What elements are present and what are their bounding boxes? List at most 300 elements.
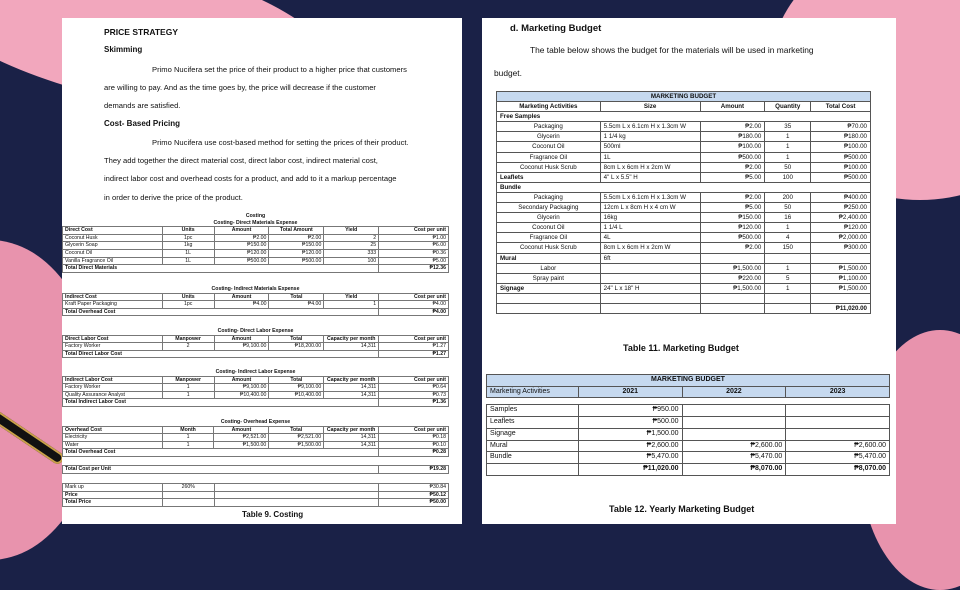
column-header: Manpower [162,335,214,343]
cell: Packaging [497,122,601,132]
cell: Electricity [63,434,163,442]
cell: ₱2.00 [700,162,765,172]
cell [786,428,890,440]
table-row [63,434,449,442]
cell: Quality Assurance Analyst [63,391,163,399]
cell: Mural [497,253,601,263]
cell: Total Price [63,499,163,507]
cell: ₱120.00 [214,249,269,257]
table-row [497,132,871,142]
cell: ₱100.00 [700,142,765,152]
cell: ₱1,100.00 [811,273,871,283]
cell: 1pc [162,234,214,242]
cell [765,293,811,303]
table-row [63,301,449,309]
cell: 1 [765,283,811,293]
cell: ₱500.00 [700,152,765,162]
column-header: Size [600,102,700,112]
cell: Fragrance Oil [497,152,601,162]
cell [162,491,214,499]
cell: Packaging [497,192,601,202]
cell: Coconut Husk Scrub [497,162,601,172]
cell: ₱120.00 [811,223,871,233]
total-label: Total Direct Labor Cost [63,350,379,358]
cell: ₱5.00 [379,257,449,265]
cell: 24" L x 18" H [600,283,700,293]
column-header: Overhead Cost [63,426,163,434]
cell: Coconut Oil [497,223,601,233]
cell: 16kg [600,213,700,223]
cell: ₱950.00 [578,405,682,417]
table-row [497,192,871,202]
cell: 1L [162,249,214,257]
cell: ₱500.00 [578,417,682,429]
table-11-caption: Table 11. Marketing Budget [623,343,739,353]
table-row [63,491,449,499]
cell: ₱6.00 [379,242,449,250]
cell: 1 [162,441,214,449]
cell: ₱9,100.00 [269,384,324,392]
costing-direct-labor-table [62,328,449,358]
column-header: Marketing Activities [497,102,601,112]
cell: Glycerin Soap [63,242,163,250]
cell: ₱2.00 [700,192,765,202]
column-header: Cost per unit [379,426,449,434]
cell: Factory Worker [63,343,163,351]
cell: ₱2.00 [214,234,269,242]
cell: Fragrance Oil [497,233,601,243]
cell: Labor [497,263,601,273]
table-row [487,405,890,417]
costing-overhead-table [62,419,449,457]
cell: ₱1,500.00 [811,263,871,273]
cell [786,417,890,429]
cell: ₱150.00 [700,213,765,223]
cell: ₱50.00 [379,499,449,507]
skimming-heading: Skimming [104,45,143,54]
cell: ₱120.00 [269,249,324,257]
column-header: Total [269,426,324,434]
paragraph-line: budget. [494,68,522,78]
column-header: Amount [214,293,269,301]
cell: ₱120.00 [700,223,765,233]
cell: ₱1,500.00 [700,263,765,273]
cell: 14,311 [324,391,379,399]
cell: 14,311 [324,434,379,442]
cell: 2 [162,343,214,351]
column-header: 2022 [682,386,786,398]
cell: 4L [600,233,700,243]
cell: 35 [765,122,811,132]
table-row [497,172,871,182]
cell: 1 1/4 L [600,223,700,233]
cell: 1 [765,142,811,152]
total-value: ₱12.36 [379,265,449,273]
column-header: Quantity [765,102,811,112]
cell: ₱100.00 [811,142,871,152]
cell: ₱5.00 [700,203,765,213]
cell: ₱500.00 [269,257,324,265]
cell: ₱4.00 [214,301,269,309]
cell: ₱1.00 [379,234,449,242]
column-header: Total Amount [269,227,324,235]
cell: ₱180.00 [811,132,871,142]
cell [600,273,700,283]
column-header: Cost per unit [379,227,449,235]
total-label: Total Overhead Cost [63,308,379,316]
cell [682,428,786,440]
cell: ₱220.00 [700,273,765,283]
group-label: Free Samples [497,112,871,122]
cell: ₱11,020.00 [578,463,682,475]
cell: 1 [162,384,214,392]
group-label: Bundle [497,182,871,192]
column-header: Direct Cost [63,227,163,235]
cell: 50 [765,162,811,172]
cell: ₱9,100.00 [214,384,269,392]
column-header: Month [162,426,214,434]
cell: Factory Worker [63,384,163,392]
cell: ₱50.12 [379,491,449,499]
table-row [487,452,890,464]
price-strategy-heading: PRICE STRATEGY [104,27,178,37]
column-header: Total Cost [811,102,871,112]
cell: ₱1,500.00 [269,441,324,449]
column-header: Units [162,227,214,235]
cell: Water [63,441,163,449]
cell: 1pc [162,301,214,309]
cell: 1 [324,301,379,309]
costing-indirect-materials-table [62,286,449,316]
cell: Leaflets [497,172,601,182]
left-document-page [62,18,462,524]
table-row [497,142,871,152]
cell: ₱9,100.00 [214,343,269,351]
paragraph-line: indirect labor cost and overhead costs for a product, and add to it a markup percentage [104,174,397,183]
cell: 5 [765,273,811,283]
total-value: ₱0.28 [379,449,449,457]
cell: ₱2,600.00 [578,440,682,452]
cell [765,303,811,313]
cell: ₱300.00 [811,243,871,253]
table-row [497,213,871,223]
cell: ₱0.10 [379,441,449,449]
column-header: Capacity per month [324,426,379,434]
table-row [497,263,871,273]
cell: 150 [765,243,811,253]
table-title: MARKETING BUDGET [497,92,871,102]
cell: 8cm L x 6cm H x 2cm W [600,162,700,172]
cell: ₱4.00 [269,301,324,309]
column-header: 2023 [786,386,890,398]
table-row [497,122,871,132]
column-header: Total [269,335,324,343]
table-row [497,203,871,213]
table-row [497,182,871,192]
cell: 1L [600,152,700,162]
table-title: Costing- Indirect Materials Expense [211,286,300,292]
cell [682,417,786,429]
cell: ₱0.64 [379,384,449,392]
cell: ₱400.00 [811,192,871,202]
table-row [497,233,871,243]
cell: ₱11,020.00 [811,303,871,313]
total-label: Total Overhead Cost [63,449,379,457]
cell: Coconut Husk Scrub [497,243,601,253]
paragraph-line: demands are satisfied. [104,101,181,110]
total-label: Total Indirect Labor Cost [63,399,379,407]
paragraph-line: They add together the direct material cost, direct labor cost, indirect material cost, [104,156,378,165]
column-header: Amount [214,227,269,235]
table-row [497,273,871,283]
cell: ₱5.00 [700,172,765,182]
cell: ₱0.73 [379,391,449,399]
cell: ₱1,500.00 [578,428,682,440]
total-value: ₱1.27 [379,350,449,358]
cell: 5.5cm L x 6.1cm H x 1.3cm W [600,192,700,202]
cell: Mark up [63,484,163,492]
table-row [497,112,871,122]
column-header: Cost per unit [379,376,449,384]
cell: ₱8,070.00 [682,463,786,475]
cell: 4 [765,233,811,243]
paragraph-line: are willing to pay. And as the time goes by, the price will decrease if the customer [104,83,376,92]
cell: ₱2,000.00 [811,233,871,243]
table-row [63,499,449,507]
cell [497,293,601,303]
cell [600,263,700,273]
cell: ₱2,600.00 [682,440,786,452]
cell: 1 [765,132,811,142]
table-9-caption: Table 9. Costing [242,510,304,519]
cell: 200 [765,192,811,202]
cell [700,293,765,303]
cell [765,253,811,263]
cell: 1 [765,152,811,162]
cell: ₱4.00 [379,301,449,309]
cell [600,293,700,303]
cell: Samples [487,405,579,417]
cell: 5.5cm L x 6.1cm H x 1.3cm W [600,122,700,132]
table-row [487,417,890,429]
column-header: Yield [324,293,379,301]
cell: ₱5,470.00 [578,452,682,464]
cell: 333 [324,249,379,257]
cell: ₱5,470.00 [682,452,786,464]
table-title: Costing- Indirect Labor Expense [215,369,296,375]
cell: ₱2,600.00 [786,440,890,452]
column-header: Cost per unit [379,293,449,301]
cell: ₱2.00 [700,243,765,253]
cell: 1kg [162,242,214,250]
cell: Mural [487,440,579,452]
cell: ₱1,500.00 [811,283,871,293]
table-12-caption: Table 12. Yearly Marketing Budget [609,504,755,514]
paragraph-line: in order to derive the price of the product. [104,193,243,202]
table-row [497,253,871,263]
total-cost-per-unit-table [62,465,449,474]
column-header: Total [269,376,324,384]
column-header: Amount [214,335,269,343]
cell: ₱18,200.00 [269,343,324,351]
cell: ₱2,400.00 [811,213,871,223]
cell: 1 1/4 kg [600,132,700,142]
cell: 1 [765,263,811,273]
column-header: Indirect Labor Cost [63,376,163,384]
column-header: Indirect Cost [63,293,163,301]
paragraph-line: The table below shows the budget for the materials will be used in marketing [530,45,814,55]
cell: Price [63,491,163,499]
column-header: Amount [214,426,269,434]
cell: 100 [324,257,379,265]
table-row [63,384,449,392]
table-row [63,234,449,242]
column-header: Yield [324,227,379,235]
table-row [63,249,449,257]
cell: ₱2,521.00 [214,434,269,442]
cell: Coconut Oil [497,142,601,152]
cell: ₱250.00 [811,203,871,213]
table-title: Costing- Overhead Expense [220,419,291,425]
cell: Vanilla Fragrance Oil [63,257,163,265]
cell: ₱1.27 [379,343,449,351]
cell: ₱10,400.00 [214,391,269,399]
cell: Leaflets [487,417,579,429]
paragraph-line: Primo Nucifera set the price of their product to a higher price that customers [152,65,407,74]
cell: 50 [765,203,811,213]
cell: 260% [162,484,214,492]
column-header: Amount [214,376,269,384]
table-title: Costing- Direct Labor Expense [217,328,294,334]
costing-title: Costing [245,213,266,219]
cell [600,303,700,313]
column-header: Marketing Activities [487,386,579,398]
cell: ₱500.00 [214,257,269,265]
cell [497,303,601,313]
cell [811,293,871,303]
cell: 6ft [600,253,700,263]
cell: ₱70.00 [811,122,871,132]
total-label: Total Cost per Unit [63,466,379,474]
cell: 14,311 [324,441,379,449]
table-row [497,243,871,253]
table-row [497,303,871,313]
table-row [63,484,449,492]
right-document-page [482,18,896,524]
cell [811,253,871,263]
cell: Glycerin [497,132,601,142]
column-header: Manpower [162,376,214,384]
table-row [487,428,890,440]
table-row [63,257,449,265]
marketing-budget-heading: d. Marketing Budget [510,23,602,34]
cell: ₱8,070.00 [786,463,890,475]
cell: Bundle [487,452,579,464]
cell: Signage [487,428,579,440]
cell [682,405,786,417]
cell: ₱1,500.00 [700,283,765,293]
column-header: Capacity per month [324,376,379,384]
paragraph-line: Primo Nucifera use cost-based method for setting the prices of their product. [152,138,409,147]
cell [700,303,765,313]
cell: 500ml [600,142,700,152]
total-value: ₱19.28 [379,466,449,474]
price-table [62,483,449,507]
cell: Secondary Packaging [497,203,601,213]
cell: ₱0.18 [379,434,449,442]
table-row [63,343,449,351]
cell: ₱2.00 [700,122,765,132]
cell: 2 [324,234,379,242]
cell: 25 [324,242,379,250]
cell [487,463,579,475]
yearly-marketing-budget-table [486,374,890,476]
table-row [497,293,871,303]
table-row [487,463,890,475]
cell: 1 [162,434,214,442]
cell: Coconut Husk [63,234,163,242]
total-label: Total Direct Materials [63,265,379,273]
total-value: ₱4.00 [379,308,449,316]
cell [786,405,890,417]
table-row [487,440,890,452]
cell: 14,311 [324,384,379,392]
cell: 16 [765,213,811,223]
column-header: Capacity per month [324,335,379,343]
table-title: Costing- Direct Materials Expense [213,219,298,226]
table-row [497,152,871,162]
column-header: Amount [700,102,765,112]
column-header: Units [162,293,214,301]
cell: 8cm L x 6cm H x 2cm W [600,243,700,253]
cell: Spray paint [497,273,601,283]
cell: Kraft Paper Packaging [63,301,163,309]
table-row [497,223,871,233]
cell: Coconut Oil [63,249,163,257]
cell: 12cm L x 8cm H x 4 cm W [600,203,700,213]
cost-based-heading: Cost- Based Pricing [104,119,181,128]
cell: 1L [162,257,214,265]
table-row [63,441,449,449]
cell: ₱10,400.00 [269,391,324,399]
cell: ₱5,470.00 [786,452,890,464]
cell: ₱100.00 [811,162,871,172]
table-row [497,162,871,172]
cell: ₱180.00 [700,132,765,142]
table-title: MARKETING BUDGET [487,375,890,387]
column-header: 2021 [578,386,682,398]
cell: 100 [765,172,811,182]
cell [162,499,214,507]
cell: ₱1,500.00 [214,441,269,449]
cell: ₱500.00 [700,233,765,243]
cell: ₱2,521.00 [269,434,324,442]
table-row [63,242,449,250]
costing-direct-materials-table [62,213,449,273]
column-header: Direct Labor Cost [63,335,163,343]
cell: Glycerin [497,213,601,223]
cell: ₱0.36 [379,249,449,257]
marketing-budget-table [496,91,871,314]
cell: 1 [765,223,811,233]
total-value: ₱1.36 [379,399,449,407]
table-row [63,391,449,399]
table-row [497,283,871,293]
cell: 1 [162,391,214,399]
column-header: Total [269,293,324,301]
cell [700,253,765,263]
costing-indirect-labor-table [62,369,449,407]
